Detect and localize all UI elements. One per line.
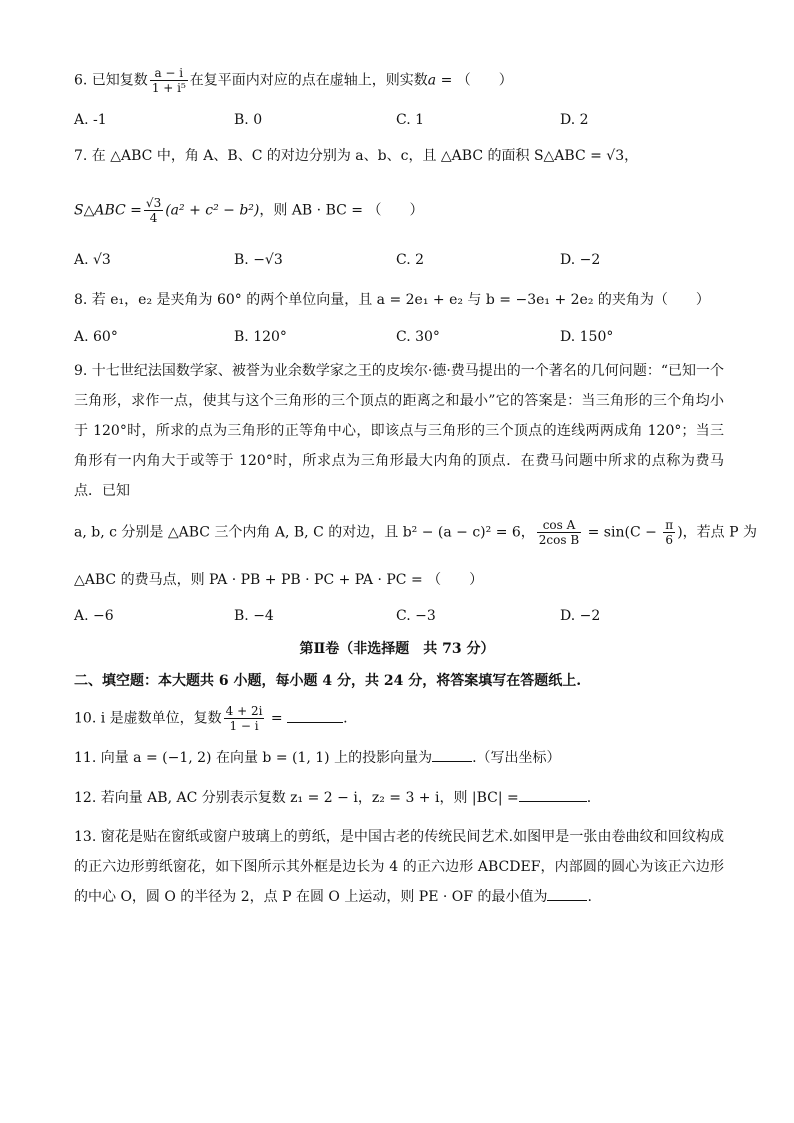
q9-option-b: B. −4 [234, 608, 274, 624]
q8-option-d: D. 150° [560, 329, 614, 345]
q9-tail: ，若点 P 为 [682, 524, 757, 541]
q9-option-c: C. −3 [396, 608, 436, 624]
question-13-paragraph [74, 822, 724, 912]
q12-end: . [586, 790, 592, 806]
q10-fraction [224, 704, 265, 733]
q8-option-b: B. 120° [234, 329, 287, 345]
part-2-title: 第Ⅱ卷（非选择题 共 73 分） [299, 641, 495, 657]
q7-frac-num: √3 [145, 196, 162, 210]
q6-tail: = （ ） [436, 72, 513, 89]
q9-option-d: D. −2 [560, 608, 601, 624]
q9-frac1-num: cos A [537, 518, 581, 533]
q8-option-c: C. 30° [396, 329, 440, 345]
question-7-line-1: 7. 在 △ABC 中，角 A、B、C 的对边分别为 a、b、c，且 △ABC 的面积 S△ABC = √3， [74, 148, 639, 164]
q7-ask: ，则 AB · BC = （ ） [259, 202, 424, 219]
question-7-line-2 [74, 196, 724, 225]
q11-answer-blank[interactable] [432, 749, 472, 762]
q6-prefix: 6. 已知复数 [74, 72, 148, 89]
q7-frac-den: 4 [149, 211, 158, 225]
q9-paren-open: (C − [624, 524, 662, 541]
q6-frac-num: a − i [150, 66, 188, 81]
q7-formula: (a² + c² − b²) [165, 202, 260, 219]
q9-fraction-pi [663, 518, 675, 547]
q6-option-c: C. 1 [396, 112, 425, 128]
q6-frac-den: 1 + i⁵ [151, 81, 186, 95]
question-12 [74, 788, 724, 808]
q6-suffix: 在复平面内对应的点在虚轴上，则实数 [189, 72, 428, 89]
q9-option-a: A. −6 [74, 608, 114, 624]
section-2-heading: 二、填空题：本大题共 6 小题，每小题 4 分，共 24 分，将答案填写在答题纸上. [74, 673, 582, 689]
q13-text: 13. 窗花是贴在窗纸或窗户玻璃上的剪纸，是中国古老的传统民间艺术.如图甲是一张由卷曲纹和回纹构成的正六边形剪纸窗花，如下图所示其外框是边长为 4 的正六边形 ABCDEF，内部圆的圆心为该正六边形的中心 O，圆 O 的半径为 2，点 P 在圆 O 上运动，则 PE · OF 的最小值为 [74, 829, 724, 905]
q10-answer-blank[interactable] [287, 710, 343, 723]
q6-option-d: D. 2 [560, 112, 589, 128]
q9-frac2-num: π [665, 518, 674, 532]
question-11 [74, 748, 724, 768]
q7-option-a: A. √3 [74, 252, 111, 268]
q7-option-d: D. −2 [560, 252, 601, 268]
q10-suffix: = [266, 710, 288, 727]
q7-s-label: S△ABC = [74, 202, 142, 219]
q9-fraction-cos [537, 518, 581, 547]
question-9-paragraph: 9. 十七世纪法国数学家、被誉为业余数学家之王的皮埃尔·德·费马提出的一个著名的几何问题：“已知一个三角形，求作一点，使其与这个三角形的三个顶点的距离之和最小”它的答案是：当三角形的三个角均小于 120°时，所求的点为三角形的正等角中心，即该点与三角形的三个顶点的连线两两成角 120°；当三角形有一内角大于或等于 120°时，所求点为三角形最大内角的顶点．在费马问题中所求的点称为费马点．已知 [74, 363, 724, 499]
q10-prefix: 10. i 是虚数单位，复数 [74, 710, 222, 727]
q12-answer-blank[interactable] [519, 789, 587, 802]
q9-frac2-den: 6 [665, 533, 674, 547]
q13-answer-blank[interactable] [547, 888, 587, 901]
q12-text: 12. 若向量 AB, AC 分别表示复数 z₁ = 2 − i，z₂ = 3 + i，则 |BC| = [74, 790, 519, 806]
q9-frac1-den: 2cos B [538, 533, 580, 547]
question-9-condition-line [74, 518, 757, 547]
q10-frac-den: 1 − i [229, 719, 259, 733]
q9-line-a: a, b, c 分别是 △ABC 三个内角 A, B, C 的对边，且 b² − (a − c)² = 6， [74, 524, 535, 541]
q10-frac-num: 4 + 2i [225, 704, 263, 718]
q7-fraction [144, 196, 163, 225]
q7-option-b: B. −√3 [234, 252, 283, 268]
q8-option-a: A. 60° [74, 329, 118, 345]
question-6 [74, 66, 724, 95]
q10-end: . [343, 710, 348, 727]
q6-option-a: A. -1 [74, 112, 107, 128]
question-9-ask: △ABC 的费马点，则 PA · PB + PB · PC + PA · PC = （ ） [74, 572, 484, 588]
q11-text: 11. 向量 a = (−1, 2) 在向量 b = (1, 1) 上的投影向量为 [74, 750, 433, 766]
question-8: 8. 若 e₁，e₂ 是夹角为 60° 的两个单位向量，且 a = 2e₁ + e₂ 与 b = −3e₁ + 2e₂ 的夹角为（ ） [74, 292, 710, 308]
question-10 [74, 704, 724, 733]
q9-paren-close: ) [677, 524, 683, 541]
q6-var: a [427, 72, 437, 89]
q6-option-b: B. 0 [234, 112, 263, 128]
q13-end: . [587, 889, 592, 905]
q9-mid: = sin [583, 524, 625, 541]
q6-fraction [150, 66, 188, 95]
q7-option-c: C. 2 [396, 252, 425, 268]
q11-end: .（写出坐标） [472, 750, 561, 766]
